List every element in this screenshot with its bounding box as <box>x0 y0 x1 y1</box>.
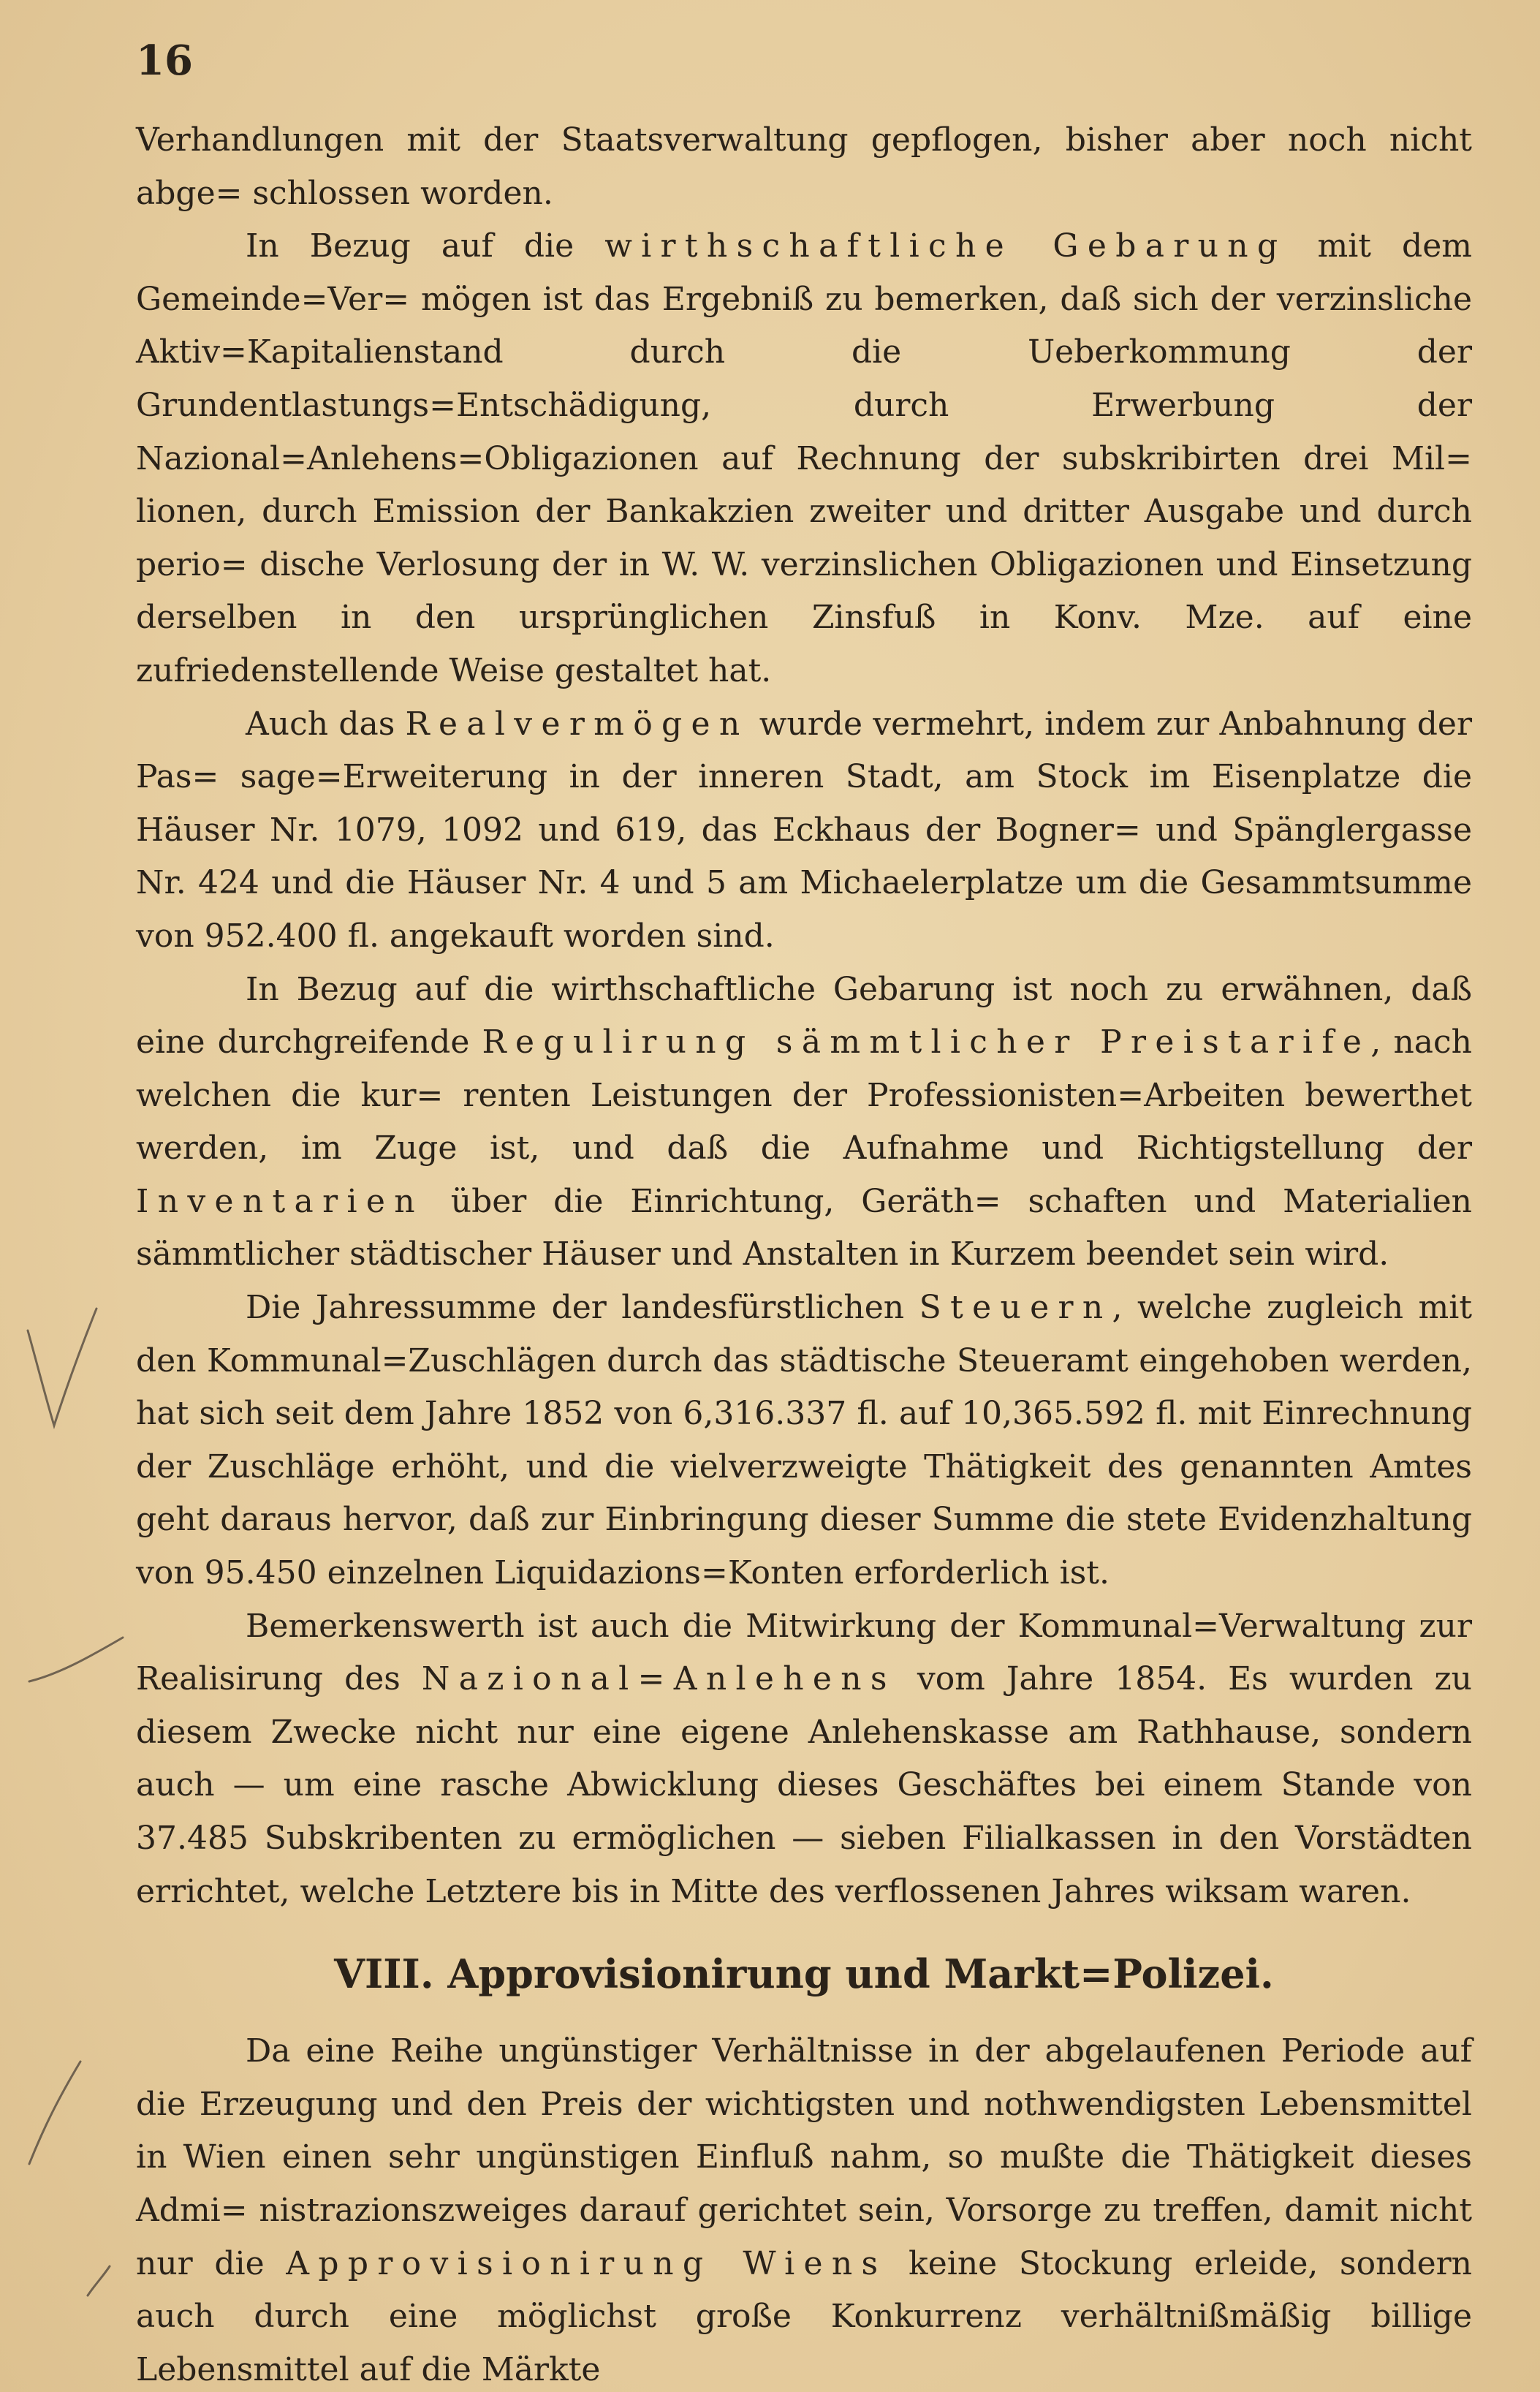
paragraph-text: wurde vermehrt, indem zur Anbahnung der Pas= sage=Erweiterung in der inneren Stadt, am Stock im Eisenplatze die Häuser Nr. 1079, 1092 und 619, das Eckhaus der Bogner= und Spänglergasse Nr. 424 und die Häuser Nr. 4 und 5 am Michaelerplatze um die Gesammtsumme von 952.400 fl. angekauft worden sind. <box>136 705 1473 955</box>
paragraph <box>136 964 1472 1282</box>
paragraph-text: mit dem Gemeinde=Ver= mögen ist das Ergebniß zu bemerken, daß sich der verzinsliche Aktiv=Kapitalienstand durch die Ueberkommung der Grundentlastungs=Entschädigung, durch Erwerbung der Nazional=Anlehens=Obligazionen auf Rechnung der subskribirten drei Mil= lionen, durch Emission der Bankakzien zweiter und dritter Ausgabe und durch perio= dische Verlosung der in W. W. verzinslichen Obligazionen und Einsetzung derselben in den ursprünglichen Zinsfuß in Konv. Mze. auf eine zufriedenstellende Weise gestaltet hat. <box>136 227 1472 689</box>
section-heading: VIII. Approvisionirung und Markt=Polizei. <box>334 1950 1274 1998</box>
paragraph-text: Da eine Reihe ungünstiger Verhältnisse in der abgelaufenen Periode auf die Erzeugung und den Preis der wichtigsten und nothwendigsten Lebensmittel in Wien einen sehr ungünstigen Einfluß nahm, so mußte die Thätigkeit dieses Admi= nistrazionszweiges darauf gerichtet sein, Vorsorge zu treffen, damit nicht nur die <box>136 2032 1472 2282</box>
paragraph <box>136 698 1472 964</box>
spaced-emphasis-text: Approvisionirung Wiens <box>286 2244 887 2282</box>
spaced-emphasis-text: Regulirung sämmtlicher Preistarife <box>482 1023 1371 1061</box>
pencil-check-mark <box>28 1309 96 1426</box>
body-text <box>136 114 1472 2392</box>
spaced-emphasis-text: Steuern <box>919 1289 1112 1327</box>
spaced-emphasis-text: wirthschaftliche Gebarung <box>604 227 1287 265</box>
pencil-small-mark <box>88 2266 110 2296</box>
paragraph-text: vom Jahre 1854. Es wurden zu diesem Zwecke nicht nur eine eigene Anlehenskasse am Rathhause, sondern auch — um eine rasche Abwicklung dieses Geschäftes bei einem Stande von 37.485 Subskribenten zu ermöglichen — sieben Filialkassen in den Vorstädten errichtet, welche Letztere bis in Mitte des verflossenen Jahres wiksam waren. <box>136 1660 1472 1910</box>
paragraph-text: Bemerkenswerth ist auch die Mitwirkung der Kommunal=Verwaltung zur Realisirung des <box>136 1607 1472 1698</box>
paragraph-text: über die Einrichtung, Geräth= schaften und Materialien sämmtlicher städtischer Häuser und Anstalten in Kurzem beendet sein wird. <box>136 1182 1472 1273</box>
spaced-emphasis-text: Realvermögen <box>405 705 749 743</box>
paragraph-text: In Bezug auf die wirthschaftliche Gebarung ist noch zu erwähnen, daß eine durchgreifende <box>136 970 1472 1061</box>
paragraph <box>136 2025 1472 2392</box>
spaced-emphasis-text: Inventarien <box>136 1182 424 1220</box>
paragraph-text: keine Stockung erleide, sondern auch durch eine möglichst große Konkurrenz verhältnißmäßig billige Lebensmittel auf die Märkte <box>136 2244 1472 2388</box>
paragraph-text: , nach welchen die kur= renten Leistungen der Professionisten=Arbeiten bewerthet werden, im Zuge ist, und daß die Aufnahme und Richtigstellung der <box>136 1023 1473 1167</box>
spaced-emphasis-text: Nazional=Anlehens <box>421 1660 896 1698</box>
pencil-dash-mark <box>29 1638 123 1681</box>
pencil-slash-mark <box>29 2062 80 2164</box>
paragraph <box>136 114 1472 220</box>
paragraph-text: Die Jahressumme der landesfürstlichen <box>246 1289 919 1327</box>
paragraph-text: Auch das <box>246 705 406 743</box>
paragraph <box>136 1282 1472 1600</box>
paragraph-text: In Bezug auf die <box>246 227 605 265</box>
paragraph <box>136 220 1472 697</box>
paragraph-text: Verhandlungen mit der Staatsverwaltung gepflogen, bisher aber noch nicht abge= schlossen worden. <box>136 121 1472 212</box>
page-number: 16 <box>136 37 193 85</box>
paragraph-text: , welche zugleich mit den Kommunal=Zuschlägen durch das städtische Steueramt eingehoben werden, hat sich seit dem Jahre 1852 von 6,316.337 fl. auf 10,365.592 fl. mit Einrechnung der Zuschläge erhöht, und die vielverzweigte Thätigkeit des genannten Amtes geht daraus hervor, daß zur Einbringung dieser Summe die stete Evidenzhaltung von 95.450 einzelnen Liquidazions=Konten erforderlich ist. <box>136 1289 1472 1592</box>
paragraph <box>136 1600 1472 1919</box>
